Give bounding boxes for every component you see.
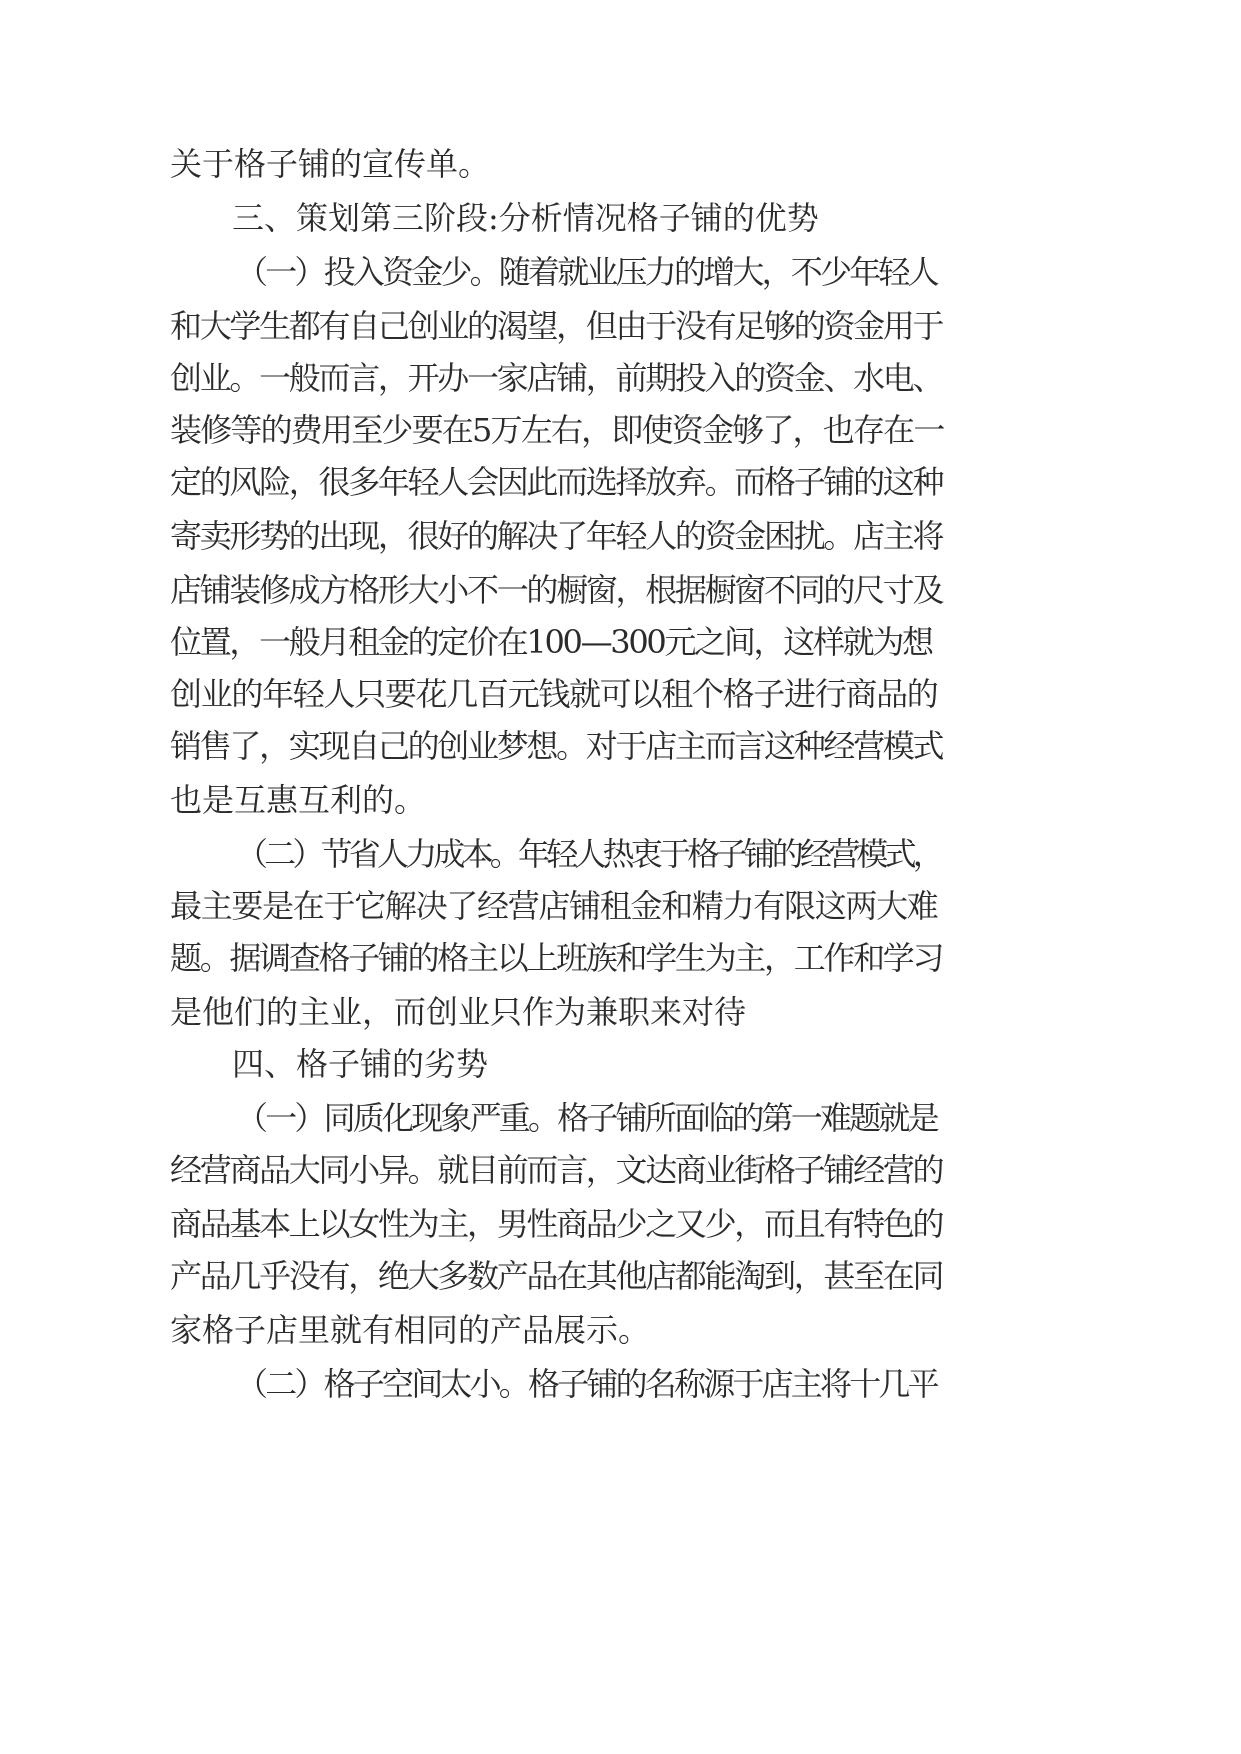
text-line: 也是互惠互利的。 [170, 781, 427, 819]
text-line: 关于格子铺的宣传单。 [170, 145, 491, 183]
text-line: （一）同质化现象严重。格子铺所面临的第一难题就是 [236, 1099, 937, 1137]
text-line: 销售了，实现自己的创业梦想。对于店主而言这种经营模式 [170, 727, 943, 765]
text-line: 寄卖形势的出现，很好的解决了年轻人的资金困扰。店主将 [170, 517, 943, 555]
text-line: 装修等的费用至少要在5万左右，即使资金够了，也存在一 [170, 411, 944, 449]
section-heading: 三、策划第三阶段:分析情况格子铺的优势 [232, 199, 819, 237]
text-line: 店铺装修成方格形大小不一的橱窗，根据橱窗不同的尺寸及 [170, 571, 943, 609]
text-line: 经营商品大同小异。就目前而言，文达商业街格子铺经营的 [170, 1151, 943, 1189]
text-line: （二）格子空间太小。格子铺的名称源于店主将十几平 [236, 1365, 937, 1403]
section-heading: 四、格子铺的劣势 [232, 1045, 489, 1083]
text-line: （二）节省人力成本。年轻人热衷于格子铺的经营模式， [236, 835, 942, 873]
text-line: 和大学生都有自己创业的渴望，但由于没有足够的资金用于 [170, 307, 943, 345]
text-line: 题。据调查格子铺的格主以上班族和学生为主，工作和学习 [170, 939, 943, 977]
text-line: 创业。一般而言，开办一家店铺，前期投入的资金、水电、 [170, 359, 943, 397]
text-line: 定的风险，很多年轻人会因此而选择放弃。而格子铺的这种 [170, 463, 943, 501]
text-line: 商品基本上以女性为主，男性商品少之又少，而且有特色的 [170, 1205, 943, 1243]
text-line: 家格子店里就有相同的产品展示。 [170, 1311, 651, 1349]
text-line: 是他们的主业，而创业只作为兼职来对待 [170, 993, 747, 1031]
text-line: （一）投入资金少。随着就业压力的增大，不少年轻人 [236, 253, 937, 291]
text-line: 产品几乎没有，绝大多数产品在其他店都能淘到，甚至在同 [170, 1257, 943, 1295]
text-line: 创业的年轻人只要花几百元钱就可以租个格子进行商品的 [170, 675, 938, 713]
text-line: 最主要是在于它解决了经营店铺租金和精力有限这两大难 [170, 887, 938, 925]
text-line: 位置，一般月租金的定价在100—300元之间，这样就为想 [170, 623, 932, 661]
